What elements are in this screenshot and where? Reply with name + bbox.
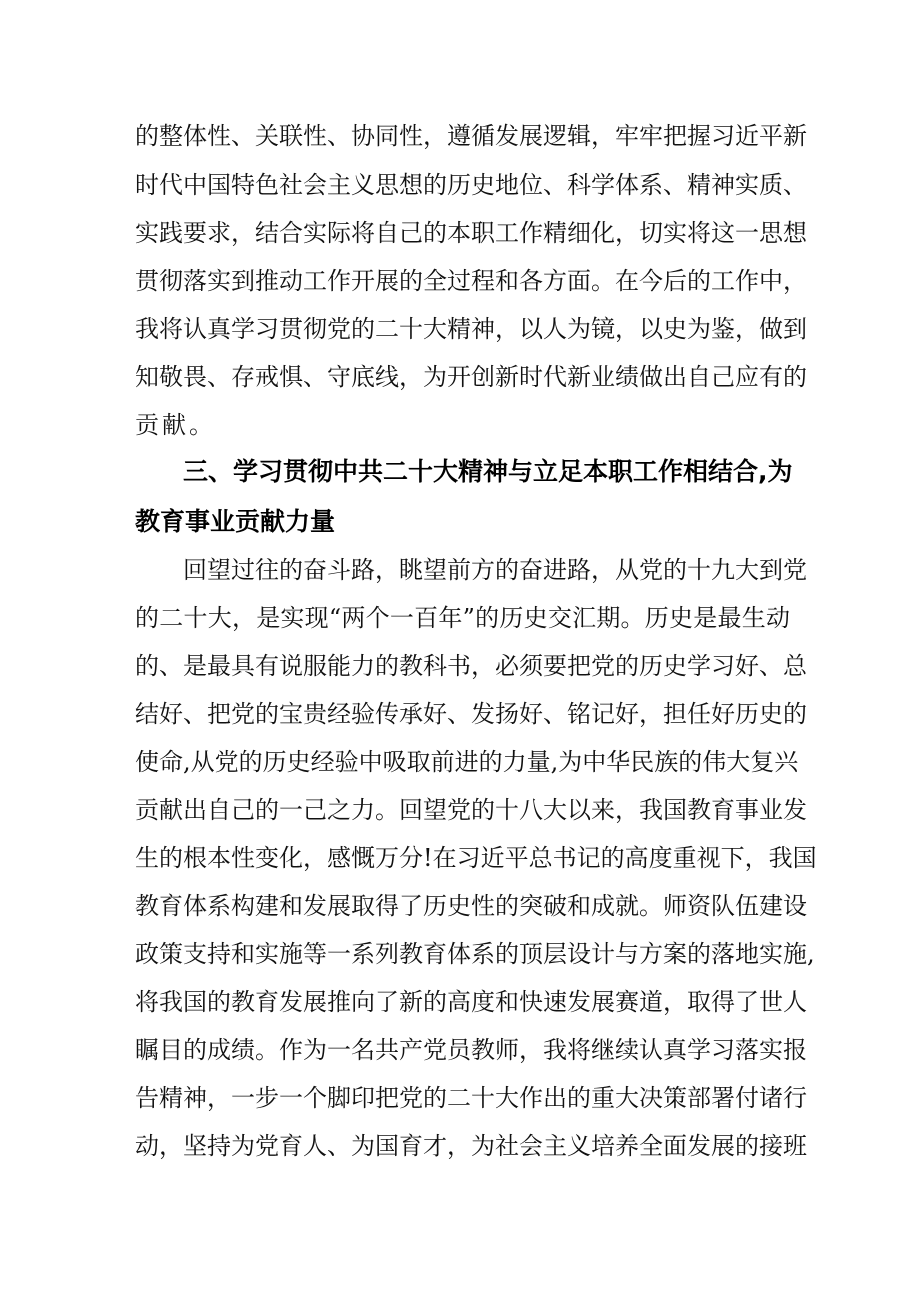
paragraph-1-line: 贯彻落实到推动工作开展的全过程和各方面。在今后的工作中， <box>135 267 807 295</box>
paragraph-2-line: 生的根本性变化，感慨万分!在习近平总书记的高度重视下，我国 <box>135 844 817 872</box>
paragraph-2-line: 政策支持和实施等一系列教育体系的顶层设计与方案的落地实施, <box>135 940 815 968</box>
paragraph-2-line: 使命,从党的历史经验中吸取前进的力量,为中华民族的伟大复兴 <box>135 748 799 776</box>
paragraph-1-line: 实践要求，结合实际将自己的本职工作精细化，切实将这一思想 <box>135 219 807 247</box>
paragraph-1-line: 贡献。 <box>135 411 216 439</box>
paragraph-2-line: 将我国的教育发展推向了新的高度和快速发展赛道，取得了世人 <box>135 988 807 1016</box>
paragraph-2-line: 的、是最具有说服能力的教科书，必须要把党的历史学习好、总 <box>135 652 807 680</box>
paragraph-2-line: 回望过往的奋斗路，眺望前方的奋进路，从党的十九大到党 <box>183 556 807 584</box>
section-heading-line-1: 三、学习贯彻中共二十大精神与立足本职工作相结合,为 <box>183 457 793 486</box>
section-heading-line-2: 教育事业贡献力量 <box>135 507 336 536</box>
paragraph-1-line: 我将认真学习贯彻党的二十大精神，以人为镜，以史为鉴，做到 <box>135 315 807 343</box>
paragraph-1-line: 时代中国特色社会主义思想的历史地位、科学体系、精神实质、 <box>135 171 807 199</box>
paragraph-2-line: 瞩目的成绩。作为一名共产党员教师，我将继续认真学习落实报 <box>135 1036 807 1064</box>
paragraph-2-line: 教育体系构建和发展取得了历史性的突破和成就。师资队伍建设 <box>135 892 807 920</box>
paragraph-1-line: 知敬畏、存戒惧、守底线，为开创新时代新业绩做出自己应有的 <box>135 363 807 391</box>
paragraph-2-line: 告精神，一步一个脚印把党的二十大作出的重大决策部署付诸行 <box>135 1084 807 1112</box>
paragraph-2-line: 的二十大，是实现“两个一百年”的历史交汇期。历史是最生动 <box>135 604 790 632</box>
paragraph-1-line: 的整体性、关联性、协同性，遵循发展逻辑，牢牢把握习近平新 <box>135 122 807 150</box>
paragraph-2-line: 贡献出自己的一己之力。回望党的十八大以来，我国教育事业发 <box>135 796 807 824</box>
paragraph-2-line: 动，坚持为党育人、为国育才，为社会主义培养全面发展的接班 <box>135 1132 807 1160</box>
paragraph-2-line: 结好、把党的宝贵经验传承好、发扬好、铭记好，担任好历史的 <box>135 700 807 728</box>
